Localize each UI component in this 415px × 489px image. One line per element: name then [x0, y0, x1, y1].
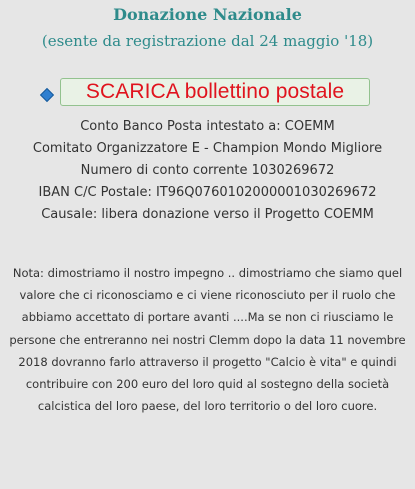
download-button-label: SCARICA bollettino postale: [85, 80, 345, 103]
payment-reason: Causale: libera donazione verso il Progetto COEMM: [41, 207, 374, 222]
download-bollettino-button[interactable]: [60, 78, 370, 106]
download-row: [40, 78, 380, 108]
account-info: [0, 116, 415, 226]
account-number: Numero di conto corrente 1030269672: [80, 163, 335, 178]
iban: IBAN C/C Postale: IT96Q0760102000001030269672: [38, 185, 377, 200]
organization-name: Comitato Organizzatore E - Champion Mondo Migliore: [32, 141, 383, 156]
page-title: Donazione Nazionale: [113, 5, 302, 24]
account-holder: Conto Banco Posta intestato a: COEMM: [80, 119, 335, 134]
page-subtitle: (esente da registrazione dal 24 maggio '18): [41, 32, 374, 50]
note-text: Nota: dimostriamo il nostro impegno .. dimostriamo che siamo quel valore che ci riconosciamo e ci viene riconosciuto per il ruolo che abbiamo accettato di portare avanti ....Ma se non ci riusciamo le persone che entreranno nei nostri Clemm dopo la data 11 novembre 2018 dovranno farlo attraverso il progetto "Calcio è vita" e quindi contribuire con 200 euro del loro quid al sostegno della società calcistica del loro paese, del loro territorio o del loro cuore.: [9, 266, 406, 414]
diamond-bullet-icon: [40, 88, 54, 102]
